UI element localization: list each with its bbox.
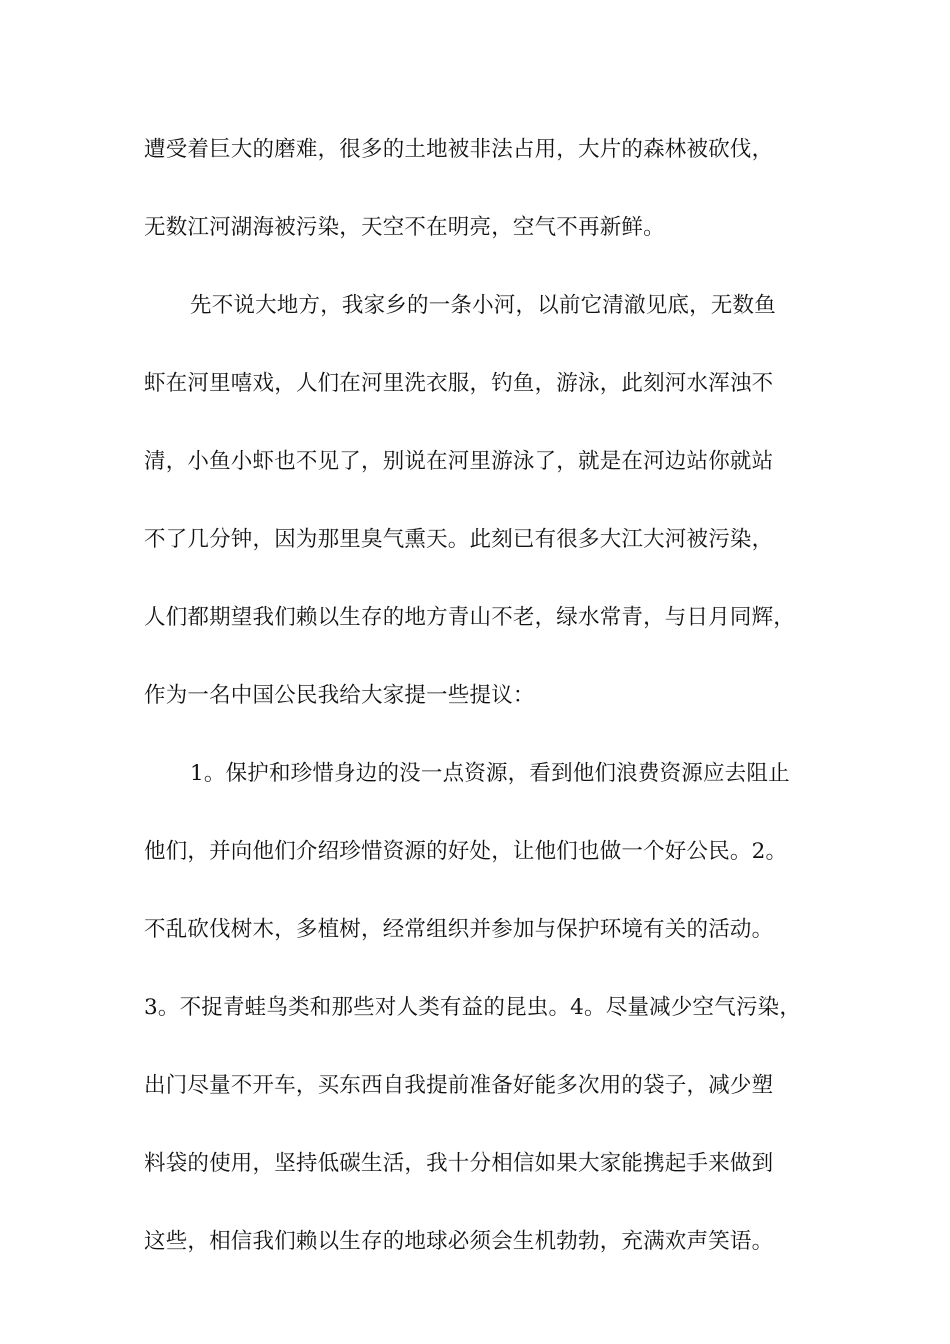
text-line-1: 遭受着巨大的磨难，很多的土地被非法占用，大片的森林被砍伐， [144,137,774,162]
text-line-14: 料袋的使用，坚持低碳生活，我十分相信如果大家能携起手来做到 [144,1151,774,1176]
text-line-6: 不了几分钟，因为那里臭气熏天。此刻已有很多大江大河被污染， [144,527,774,552]
text-line-15: 这些，相信我们赖以生存的地球必须会生机勃勃，充满欢声笑语。 [144,1229,774,1254]
text-line-3: 先不说大地方，我家乡的一条小河，以前它清澈见底，无数鱼 [190,293,776,318]
text-line-2: 无数江河湖海被污染，天空不在明亮，空气不再新鲜。 [144,215,665,240]
text-line-7: 人们都期望我们赖以生存的地方青山不老，绿水常青，与日月同辉， [144,605,796,630]
text-line-12: 3。不捉青蛙鸟类和那些对人类有益的昆虫。4。尽量减少空气污染， [144,995,802,1020]
text-line-9: 1。保护和珍惜身边的没一点资源，看到他们浪费资源应去阻止 [190,761,790,786]
text-line-13: 出门尽量不开车，买东西自我提前准备好能多次用的袋子，减少塑 [144,1073,774,1098]
text-line-4: 虾在河里嘻戏，人们在河里洗衣服，钓鱼，游泳，此刻河水浑浊不 [144,371,774,396]
text-line-11: 不乱砍伐树木，多植树，经常组织并参加与保护环境有关的活动。 [144,917,774,942]
text-line-10: 他们，并向他们介绍珍惜资源的好处，让他们也做一个好公民。2。 [144,839,788,864]
text-line-5: 清，小鱼小虾也不见了，别说在河里游泳了，就是在河边站你就站 [144,449,774,474]
text-line-8: 作为一名中国公民我给大家提一些提议： [144,683,535,708]
